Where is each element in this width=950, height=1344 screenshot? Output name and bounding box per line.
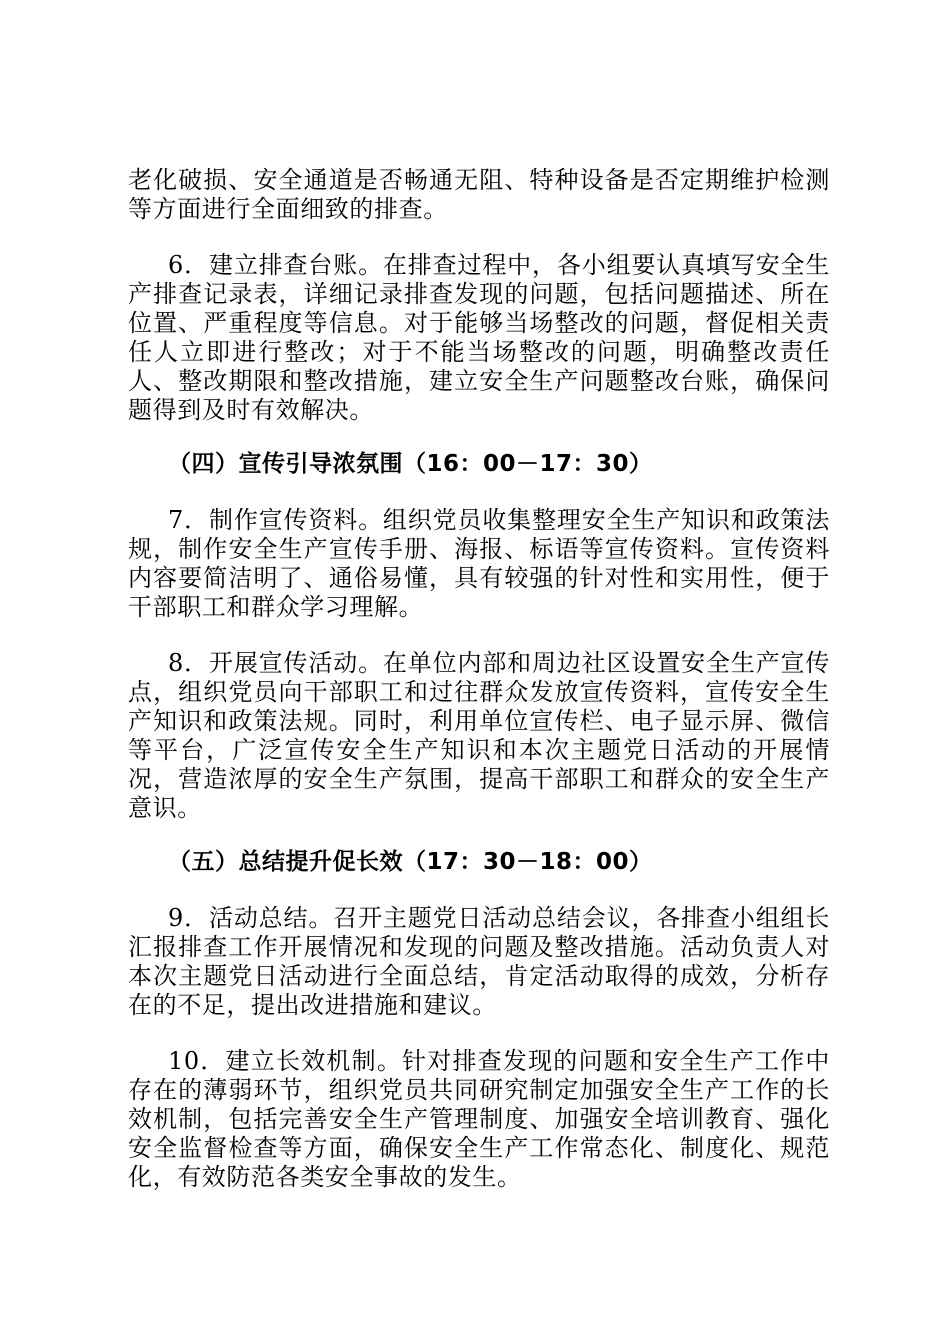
section-heading-4: （四）宣传引导浓氛围（16：00－17：30）	[168, 451, 653, 477]
paragraph-7: 7．制作宣传资料。组织党员收集整理安全生产知识和政策法规，制作安全生产宣传手册、海报、标语等宣传资料。宣传资料内容要简洁明了、通俗易懂，具有较强的针对性和实用性，便于干部职工和群众学习理解。	[128, 506, 830, 621]
paragraph-continued: 老化破损、安全通道是否畅通无阻、特种设备是否定期维护检测等方面进行全面细致的排查。	[128, 166, 830, 223]
section-heading-5: （五）总结提升促长效（17：30－18：00）	[168, 849, 653, 875]
paragraph-10: 10．建立长效机制。针对排查发现的问题和安全生产工作中存在的薄弱环节，组织党员共同研究制定加强安全生产工作的长效机制，包括完善安全生产管理制度、加强安全培训教育、强化安全监督检查等方面，确保安全生产工作常态化、制度化、规范化，有效防范各类安全事故的发生。	[128, 1047, 830, 1191]
paragraph-6: 6．建立排查台账。在排查过程中，各小组要认真填写安全生产排查记录表，详细记录排查发现的问题，包括问题描述、所在位置、严重程度等信息。对于能够当场整改的问题，督促相关责任人立即进行整改；对于不能当场整改的问题，明确整改责任人、整改期限和整改措施，建立安全生产问题整改台账，确保问题得到及时有效解决。	[128, 251, 830, 424]
document-page	[128, 166, 830, 1192]
paragraph-8: 8．开展宣传活动。在单位内部和周边社区设置安全生产宣传点，组织党员向干部职工和过往群众发放宣传资料，宣传安全生产知识和政策法规。同时，利用单位宣传栏、电子显示屏、微信等平台，广泛宣传安全生产知识和本次主题党日活动的开展情况，营造浓厚的安全生产氛围，提高干部职工和群众的安全生产意识。	[128, 649, 830, 822]
paragraph-9: 9．活动总结。召开主题党日活动总结会议，各排查小组组长汇报排查工作开展情况和发现的问题及整改措施。活动负责人对本次主题党日活动进行全面总结，肯定活动取得的成效，分析存在的不足，提出改进措施和建议。	[128, 904, 830, 1019]
